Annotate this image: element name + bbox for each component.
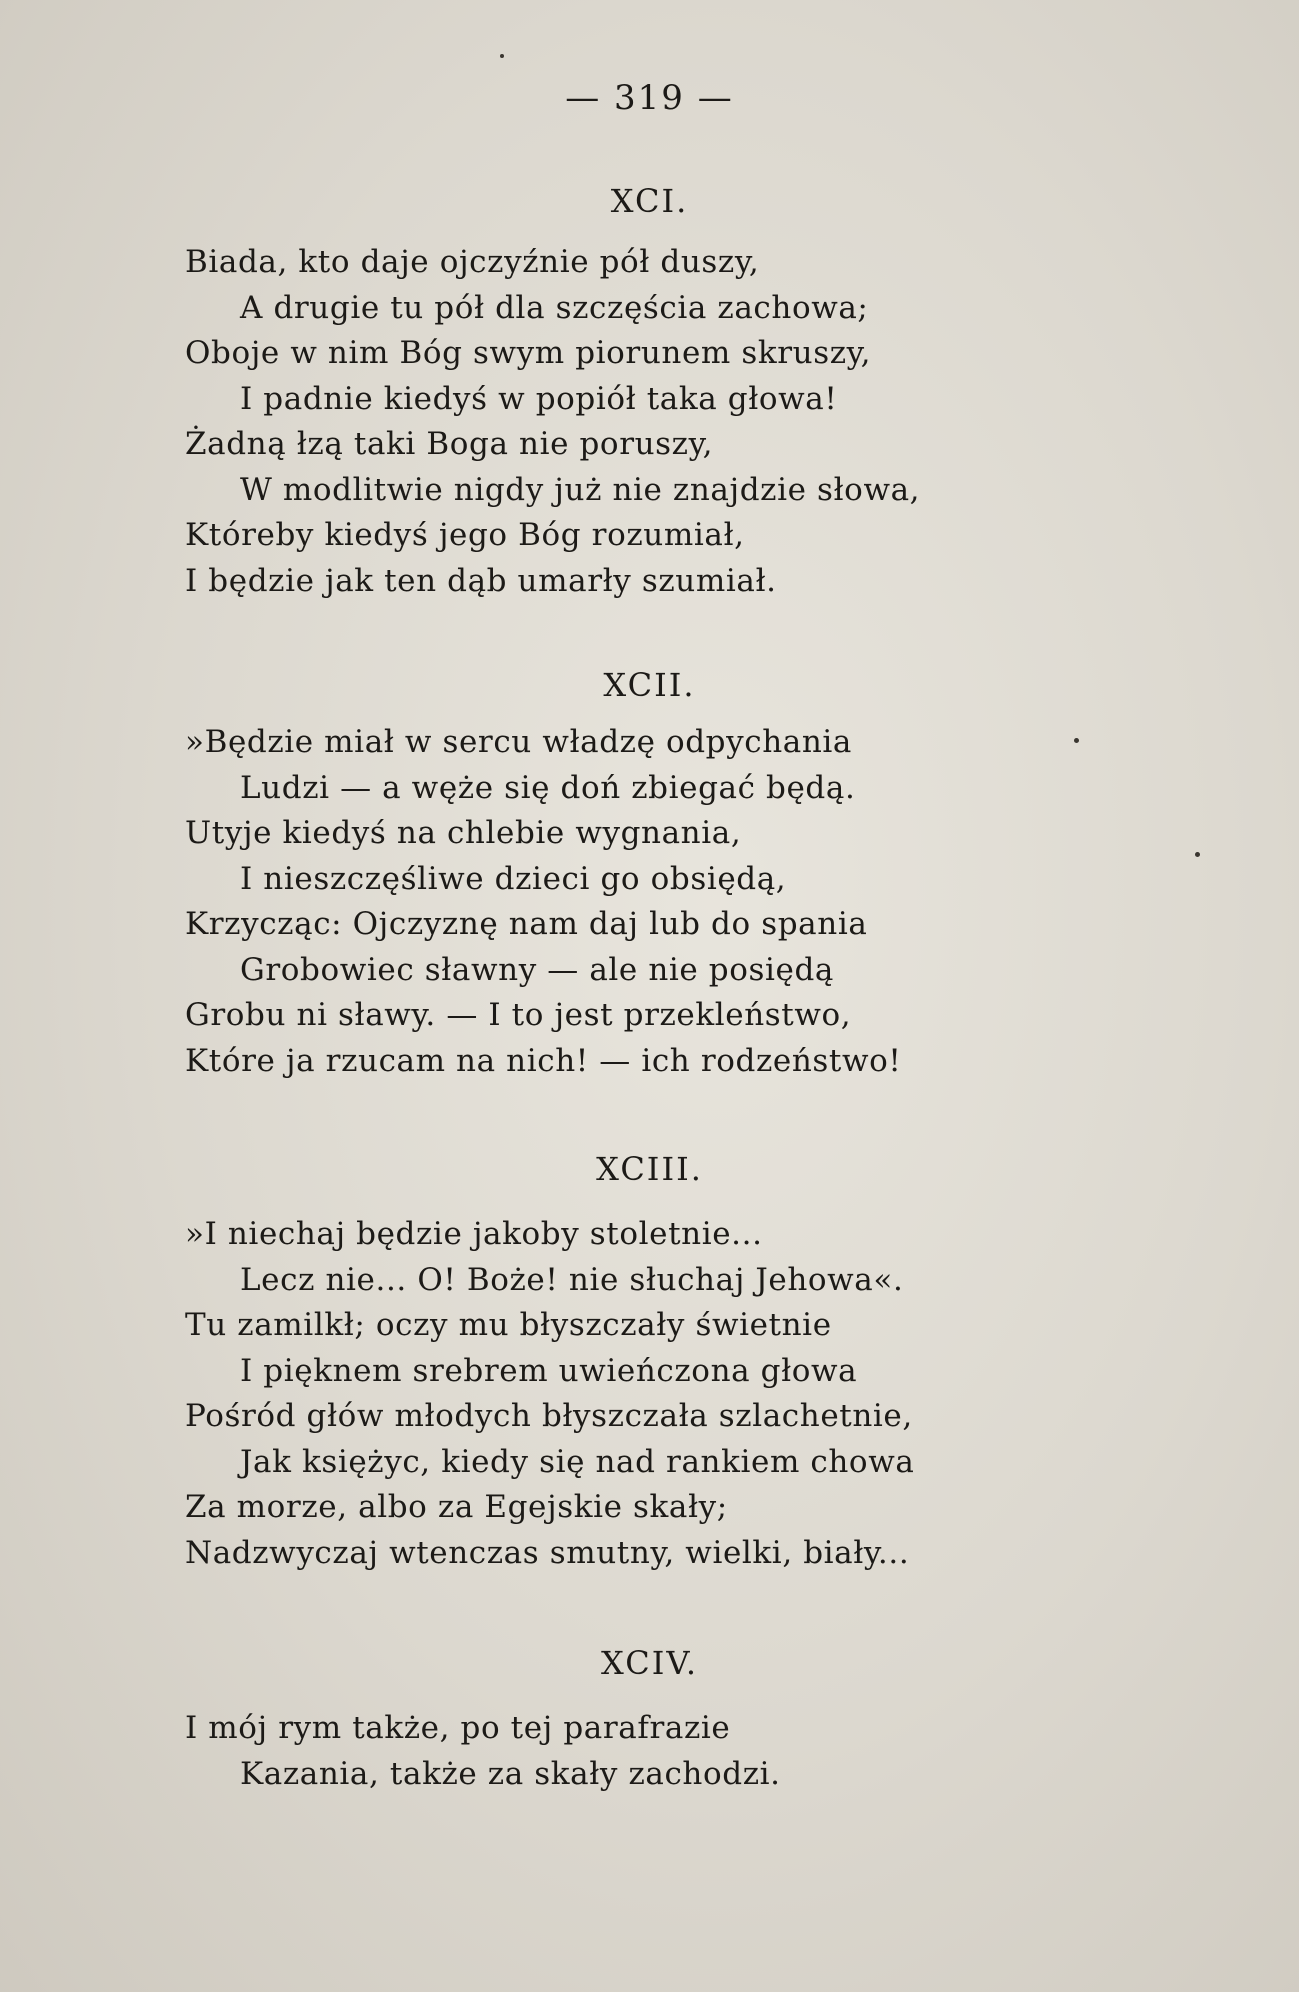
verse-line: I padnie kiedyś w popiół taka głowa! [240, 380, 838, 417]
page-number: — 319 — [565, 78, 734, 118]
verse-line: I pięknem srebrem uwieńczona głowa [240, 1352, 858, 1389]
stanza-xciv [185, 1706, 1085, 1797]
verse-line: »I niechaj będzie jakoby stoletnie... [185, 1216, 763, 1252]
verse-line: I nieszczęśliwe dzieci go obsiędą, [240, 860, 787, 897]
verse-line: Któreby kiedyś jego Bóg rozumiał, [185, 517, 745, 553]
poem-title-xciv: XCIV. [600, 1644, 699, 1682]
paper-speck [500, 54, 504, 58]
verse-line: Tu zamilkł; oczy mu błyszczały świetnie [185, 1307, 832, 1343]
verse-line: A drugie tu pół dla szczęścia zachowa; [240, 289, 869, 326]
verse-line: W modlitwie nigdy już nie znajdzie słowa, [240, 471, 921, 508]
poem-title-xci: XCI. [610, 182, 689, 220]
verse-line: Lecz nie... O! Boże! nie słuchaj Jehowa«. [240, 1261, 904, 1298]
verse-line: Utyje kiedyś na chlebie wygnania, [185, 815, 742, 851]
verse-line: Oboje w nim Bóg swym piorunem skruszy, [185, 335, 872, 371]
verse-line: Żadną łzą taki Boga nie poruszy, [185, 426, 714, 462]
paper-speck [1074, 738, 1079, 743]
poem-title-xcii: XCII. [603, 666, 696, 704]
stanza-xci [185, 240, 1085, 604]
verse-line: I będzie jak ten dąb umarły szumiał. [185, 562, 777, 599]
verse-line: Nadzwyczaj wtenczas smutny, wielki, biały... [185, 1534, 910, 1571]
verse-line: Za morze, albo za Egejskie skały; [185, 1489, 728, 1525]
paper-speck [1195, 852, 1200, 857]
verse-line: Pośród głów młodych błyszczała szlachetnie, [185, 1398, 913, 1434]
verse-line: Krzycząc: Ojczyznę nam daj lub do spania [185, 906, 868, 942]
poem-title-xciii: XCIII. [596, 1150, 703, 1188]
verse-line: Kazania, także za skały zachodzi. [240, 1755, 781, 1792]
stanza-xcii [185, 720, 1085, 1084]
verse-line: I mój rym także, po tej parafrazie [185, 1710, 731, 1746]
verse-line: Grobu ni sławy. — I to jest przekleństwo, [185, 997, 852, 1033]
verse-line: Biada, kto daje ojczyźnie pół duszy, [185, 244, 760, 280]
stanza-xciii [185, 1212, 1085, 1576]
verse-line: Które ja rzucam na nich! — ich rodzeństwo! [185, 1042, 902, 1079]
verse-line: »Będzie miał w sercu władzę odpychania [185, 724, 853, 760]
verse-line: Grobowiec sławny — ale nie posiędą [240, 951, 835, 988]
verse-line: Jak księżyc, kiedy się nad rankiem chowa [240, 1443, 915, 1480]
verse-line: Ludzi — a węże się doń zbiegać będą. [240, 769, 856, 806]
